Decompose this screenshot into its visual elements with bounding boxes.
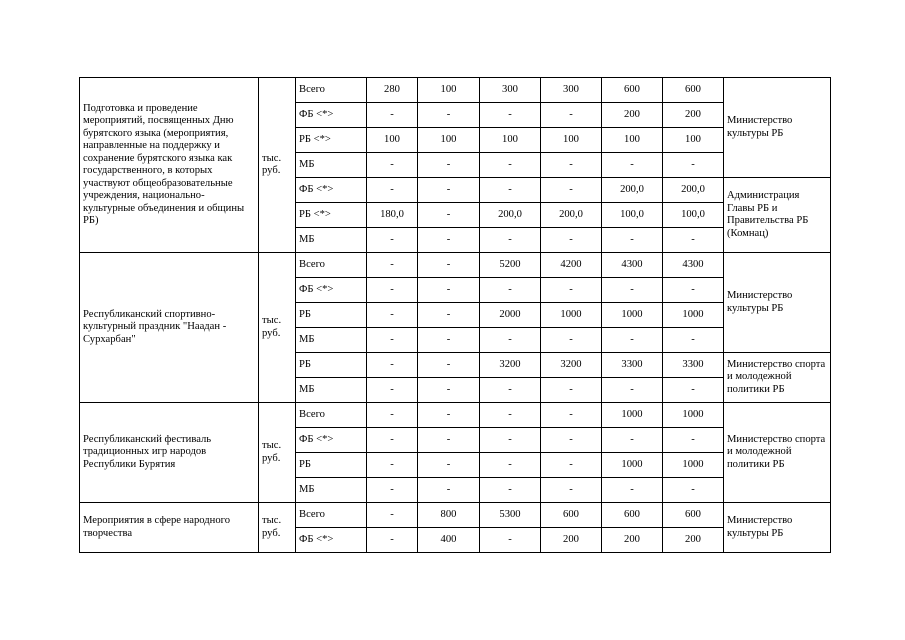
value-cell: - [541, 228, 602, 253]
table-row [80, 253, 831, 278]
unit-cell: тыс. руб. [259, 78, 296, 253]
activity-name-cell: Республиканский спортивно-культурный праздник "Наадан - Сурхарбан" [80, 253, 259, 403]
value-cell: - [663, 228, 724, 253]
value-cell: - [480, 403, 541, 428]
unit-cell: тыс. руб. [259, 403, 296, 503]
value-cell: 1000 [663, 303, 724, 328]
value-cell: - [418, 153, 480, 178]
value-cell: - [367, 228, 418, 253]
value-cell: 4300 [663, 253, 724, 278]
value-cell: 200 [663, 103, 724, 128]
value-cell: - [418, 478, 480, 503]
funding-source-cell: РБ <*> [296, 128, 367, 153]
table-row [80, 403, 831, 428]
value-cell: - [418, 303, 480, 328]
value-cell: - [602, 328, 663, 353]
funding-source-cell: РБ [296, 453, 367, 478]
funding-source-cell: ФБ <*> [296, 528, 367, 553]
value-cell: 180,0 [367, 203, 418, 228]
value-cell: - [602, 278, 663, 303]
value-cell: 100 [602, 128, 663, 153]
value-cell: - [480, 478, 541, 503]
value-cell: 3200 [541, 353, 602, 378]
value-cell: - [418, 453, 480, 478]
value-cell: - [663, 153, 724, 178]
value-cell: 300 [480, 78, 541, 103]
table-row [80, 503, 831, 528]
value-cell: 3200 [480, 353, 541, 378]
value-cell: - [418, 103, 480, 128]
value-cell: - [541, 178, 602, 203]
value-cell: - [663, 328, 724, 353]
responsible-org-cell: Министерство культуры РБ [724, 78, 831, 178]
value-cell: 1000 [602, 303, 663, 328]
value-cell: 4300 [602, 253, 663, 278]
value-cell: 200,0 [541, 203, 602, 228]
funding-source-cell: Всего [296, 253, 367, 278]
value-cell: 600 [602, 503, 663, 528]
funding-source-cell: МБ [296, 153, 367, 178]
funding-source-cell: ФБ <*> [296, 428, 367, 453]
value-cell: 100,0 [663, 203, 724, 228]
value-cell: 100 [541, 128, 602, 153]
value-cell: - [602, 153, 663, 178]
value-cell: - [418, 428, 480, 453]
value-cell: - [541, 103, 602, 128]
value-cell: 3300 [663, 353, 724, 378]
value-cell: - [367, 503, 418, 528]
value-cell: - [480, 278, 541, 303]
value-cell: - [480, 528, 541, 553]
value-cell: - [541, 378, 602, 403]
value-cell: 200 [602, 103, 663, 128]
responsible-org-cell: Министерство спорта и молодежной политики РБ [724, 353, 831, 403]
funding-source-cell: Всего [296, 403, 367, 428]
unit-cell: тыс. руб. [259, 503, 296, 553]
value-cell: 200,0 [663, 178, 724, 203]
value-cell: 100 [367, 128, 418, 153]
value-cell: 5300 [480, 503, 541, 528]
value-cell: - [367, 253, 418, 278]
value-cell: 280 [367, 78, 418, 103]
value-cell: - [541, 478, 602, 503]
value-cell: - [367, 303, 418, 328]
value-cell: 1000 [602, 403, 663, 428]
value-cell: 600 [602, 78, 663, 103]
value-cell: 800 [418, 503, 480, 528]
responsible-org-cell: Министерство спорта и молодежной политики РБ [724, 403, 831, 503]
funding-source-cell: МБ [296, 378, 367, 403]
value-cell: - [418, 403, 480, 428]
value-cell: - [418, 228, 480, 253]
value-cell: - [480, 103, 541, 128]
value-cell: - [480, 428, 541, 453]
value-cell: - [480, 153, 541, 178]
value-cell: 600 [663, 78, 724, 103]
value-cell: - [367, 278, 418, 303]
value-cell: 4200 [541, 253, 602, 278]
value-cell: - [418, 378, 480, 403]
value-cell: - [480, 328, 541, 353]
value-cell: - [541, 428, 602, 453]
table-body [80, 78, 831, 553]
value-cell: 1000 [602, 453, 663, 478]
value-cell: - [367, 378, 418, 403]
value-cell: 100 [418, 128, 480, 153]
value-cell: - [418, 253, 480, 278]
funding-source-cell: МБ [296, 328, 367, 353]
responsible-org-cell: Министерство культуры РБ [724, 253, 831, 353]
value-cell: 100 [480, 128, 541, 153]
value-cell: - [663, 278, 724, 303]
value-cell: - [541, 278, 602, 303]
activity-name-cell: Республиканский фестиваль традиционных игр народов Республики Бурятия [80, 403, 259, 503]
value-cell: - [602, 428, 663, 453]
value-cell: - [602, 378, 663, 403]
responsible-org-cell: Администрация Главы РБ и Правительства РБ (Комнац) [724, 178, 831, 253]
value-cell: 100,0 [602, 203, 663, 228]
value-cell: - [602, 228, 663, 253]
value-cell: - [367, 103, 418, 128]
value-cell: 1000 [663, 403, 724, 428]
value-cell: - [367, 328, 418, 353]
value-cell: - [541, 403, 602, 428]
value-cell: - [418, 203, 480, 228]
unit-cell: тыс. руб. [259, 253, 296, 403]
funding-source-cell: РБ [296, 303, 367, 328]
value-cell: 600 [663, 503, 724, 528]
value-cell: - [602, 478, 663, 503]
value-cell: - [480, 178, 541, 203]
value-cell: - [367, 453, 418, 478]
value-cell: - [418, 278, 480, 303]
funding-source-cell: МБ [296, 478, 367, 503]
value-cell: 200,0 [480, 203, 541, 228]
activity-name-cell: Подготовка и проведение мероприятий, посвященных Дню бурятского языка (мероприятия, направленные на поддержку и сохранение бурятского языка как государственного, в которых участвуют общеобразовательные учреждения, национально-культурные объединения и общины РБ) [80, 78, 259, 253]
responsible-org-cell: Министерство культуры РБ [724, 503, 831, 553]
value-cell: - [418, 353, 480, 378]
value-cell: 200 [541, 528, 602, 553]
funding-source-cell: Всего [296, 503, 367, 528]
table-row [80, 78, 831, 103]
funding-source-cell: Всего [296, 78, 367, 103]
funding-source-cell: РБ [296, 353, 367, 378]
value-cell: - [418, 328, 480, 353]
value-cell: 400 [418, 528, 480, 553]
value-cell: 3300 [602, 353, 663, 378]
value-cell: - [367, 153, 418, 178]
funding-source-cell: МБ [296, 228, 367, 253]
value-cell: 5200 [480, 253, 541, 278]
funding-source-cell: ФБ <*> [296, 178, 367, 203]
value-cell: 2000 [480, 303, 541, 328]
value-cell: - [480, 228, 541, 253]
funding-source-cell: ФБ <*> [296, 103, 367, 128]
value-cell: 1000 [663, 453, 724, 478]
value-cell: 300 [541, 78, 602, 103]
value-cell: - [541, 453, 602, 478]
value-cell: - [418, 178, 480, 203]
value-cell: 1000 [541, 303, 602, 328]
value-cell: 100 [663, 128, 724, 153]
value-cell: - [367, 178, 418, 203]
value-cell: - [541, 328, 602, 353]
value-cell: 200,0 [602, 178, 663, 203]
funding-source-cell: РБ <*> [296, 203, 367, 228]
value-cell: 200 [602, 528, 663, 553]
funding-source-cell: ФБ <*> [296, 278, 367, 303]
value-cell: - [480, 453, 541, 478]
value-cell: - [367, 528, 418, 553]
value-cell: - [367, 353, 418, 378]
value-cell: - [480, 378, 541, 403]
value-cell: - [367, 403, 418, 428]
value-cell: - [663, 428, 724, 453]
value-cell: - [541, 153, 602, 178]
value-cell: 100 [418, 78, 480, 103]
activity-name-cell: Мероприятия в сфере народного творчества [80, 503, 259, 553]
value-cell: 200 [663, 528, 724, 553]
value-cell: - [663, 378, 724, 403]
value-cell: - [367, 428, 418, 453]
program-activities-table [79, 77, 831, 553]
value-cell: - [663, 478, 724, 503]
value-cell: 600 [541, 503, 602, 528]
value-cell: - [367, 478, 418, 503]
